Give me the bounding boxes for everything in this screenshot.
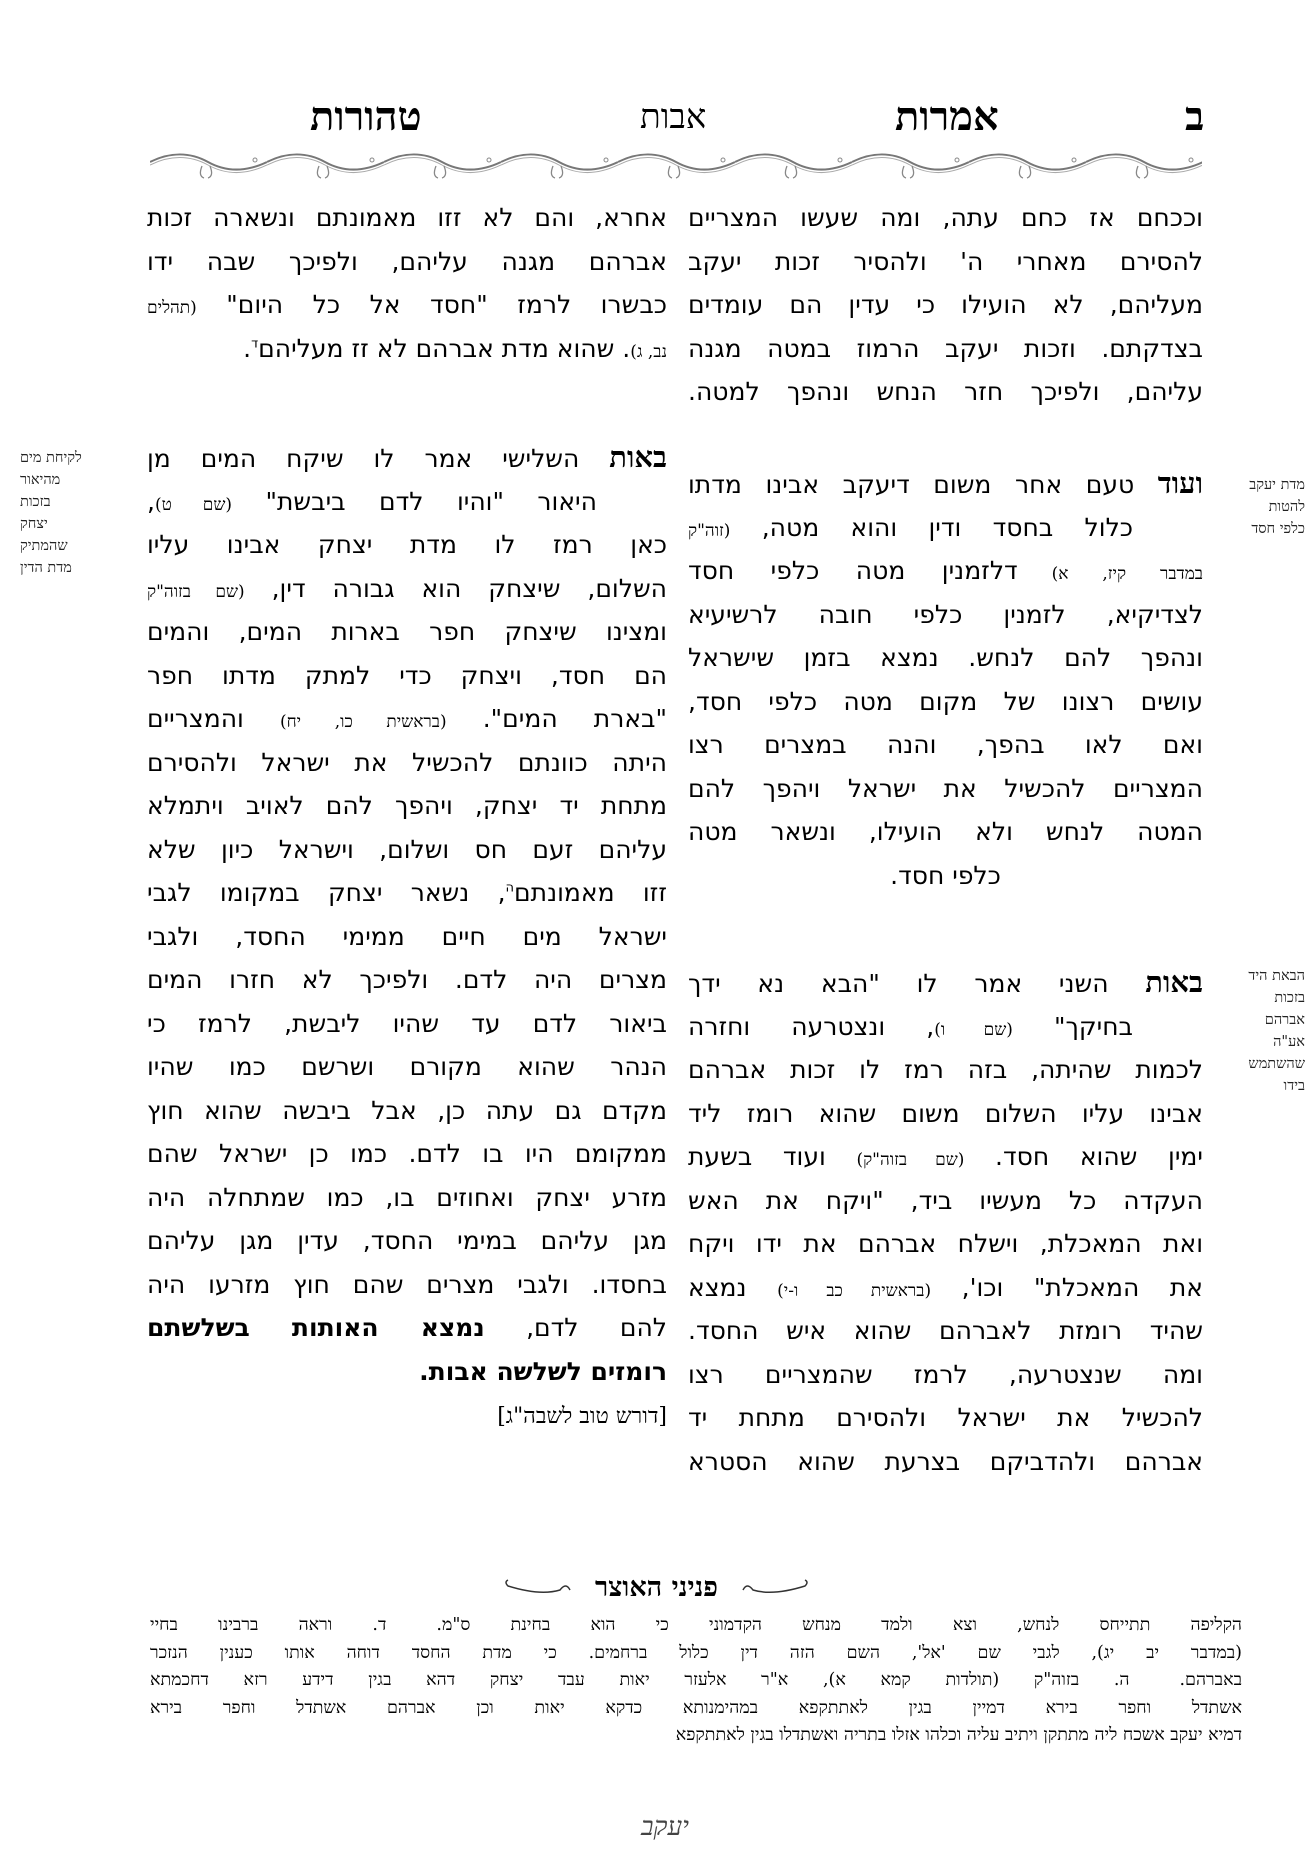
text-run: כאן רמז לו מדת יצחק אבינו עליו [147,530,667,559]
text-line [688,1135,1203,1179]
text-line [147,327,667,371]
text-run: המטה לנחש ולא הועילו, ונשאר מטה [688,817,1203,846]
text-run: , ונצטרעה וחזרה [688,1011,935,1041]
text-run: כלפי חסד. [890,860,1001,890]
printer-signature: יעקב [641,1812,689,1842]
margin-note-line: מהיאור [20,472,61,488]
text-run: ישראל מים חיים ממימי החסד, ולגבי [147,921,667,951]
swirl-ornament-icon [739,1578,809,1598]
text-line [688,1048,1203,1092]
text-line [688,196,1203,240]
text-run: את המאכלת" וכו', [931,1272,1203,1302]
text-run: ביאור לדם עד שהיו ליבשת, לרמז כי [147,1008,667,1038]
text-run: אברהם מגנה עליהם, ולפיכך שבה ידו [147,246,667,276]
lead-word: באות [609,440,667,474]
text-run: מקדם גם עתה כן, אבל ביבשה שהוא חוץ [147,1095,667,1125]
text-run: השלום, שיצחק הוא גבורה דין, [244,573,667,603]
text-run: לכמות שהיתה, בזה רמז לו זכות אברהם [688,1055,1203,1084]
text-run: עושים רצונו של מקום מטה כלפי חסד, [688,686,1203,716]
text-run: לצדיקיא, לזמנין כלפי חובה לרשיעיא [688,599,1203,629]
text-run: ה. בזוה"ק (תולדות קמא א), א"ר אלעזר יאות עבד יצחק דהא בגין דידע רזא דחכמתא [150,1670,1130,1690]
text-run: ומה שנצטרעה, לרמז שהמצריים רצו [688,1359,1203,1389]
footnote-line [150,1695,1242,1723]
text-run: עליהם זעם חס ושלום, וישראל כיון שלא [147,834,667,864]
text-line [688,854,1203,898]
header-ornament [150,150,1202,184]
text-line [688,283,1203,327]
text-run: ומצינו שיצחק חפר בארות המים, והמים [147,617,667,646]
text-line [688,680,1203,724]
text-line [688,549,1203,593]
text-run: היתה כוונתם להכשיל את ישראל ולהסירם [147,747,667,777]
text-line [688,1005,1203,1049]
text-line [147,610,667,654]
text-line [147,1045,667,1089]
text-line [688,636,1203,680]
text-run: שהיד רומזת לאברהם שהוא איש החסד. [688,1316,1203,1345]
text-run: המצריים להכשיל את ישראל ויהפך להם [688,773,1203,803]
text-line [147,436,667,480]
margin-note-line: הבאת היד [1248,968,1305,984]
margin-note-line: בזכות [1274,990,1305,1006]
footnote-line [150,1667,1242,1695]
text-line [688,327,1203,371]
text-run: להם לדם, [484,1313,667,1342]
text-run: היאור "והיו לדם ביבשת" [232,486,597,516]
source-reference: (שם בזוה"ק) [856,1150,965,1170]
margin-note-line: בזכות [20,494,51,510]
text-run: נמצא [688,1272,778,1302]
footnote-line [150,1640,1242,1668]
text-run: להכשיל את ישראל ולהסירם מתחת יד [688,1403,1203,1432]
text-line [688,1309,1203,1353]
text-line [147,523,667,567]
margin-note-line: אע"ה [1273,1034,1305,1050]
text-run: וככחם אז כחם עתה, ומה שעשו המצריים [688,203,1203,232]
paragraph [147,436,667,1437]
text-line [147,1219,667,1263]
text-line [688,370,1203,414]
text-run: מצרים היה לדם. ולפיכך לא חזרו המים [147,965,667,994]
text-line [147,741,667,785]
margin-note-line: להטות [1268,499,1305,515]
text-line [688,1396,1203,1440]
text-line [147,1393,667,1437]
text-run: "בארת המים". [446,704,667,733]
margin-note-line: שהמתיק [20,538,68,554]
text-line [147,915,667,959]
margin-note-right-1 [1210,474,1305,540]
text-run: . שהוא מדת אברהם לא זז מעליהם [258,333,631,363]
source-reference: (זוה"ק [688,520,731,541]
text-line [688,1440,1203,1484]
paragraph [688,462,1203,897]
text-line [147,240,667,284]
text-run: כבשרו לרמז "חסד אל כל היום" [196,290,667,319]
text-run: נמצא האותות בשלשתם [147,1313,485,1342]
text-line [688,961,1203,1005]
text-run: והמצריים [147,704,280,733]
text-run: כלול בחסד ודין והוא מטה, [730,512,1133,542]
text-run: אשתדל וחפר בירא דמיין בגין לאתתקפא במהימנותא כדקא יאות וכן אברהם אשתדל וחפר בירא [150,1697,1242,1718]
text-run: מעליהם, לא הועילו כי עדין הם עומדים [688,290,1203,319]
source-reference: (בראשית כב ו-י) [777,1280,932,1301]
text-run: אברהם ולהדביקם בצרעת שהוא הסטרא [688,1446,1203,1476]
text-line [147,1306,667,1350]
text-run: , נשאר יצחק במקומו לגבי [147,878,506,907]
text-line [688,723,1203,767]
text-line [147,1002,667,1046]
text-line [147,196,667,240]
text-line [688,767,1203,811]
text-run: עליהם, ולפיכך חזר הנחש ונהפך למטה. [688,377,1203,406]
text-line [147,1263,667,1307]
text-run: . [243,333,252,363]
text-run: אבינו עליו השלום משום שהוא רומז ליד [688,1098,1203,1128]
text-run: (במדבר יב יג), לגבי שם 'אל', השם הזה דין כלול ברחמים. כי מדת החסד דוחה אותו כענין הנזכר [150,1642,1242,1663]
text-line [147,283,667,327]
margin-note-left-1 [20,447,138,579]
lead-word: באות [1145,965,1203,999]
source-reference: (תהלים [147,298,197,318]
text-run: אחרא, והם לא זזו מאמונתם ונשארה זכות [147,203,667,232]
running-title-center: אבות [640,97,707,137]
margin-note-line: יצחק [20,516,48,532]
footnote-line [150,1722,1242,1750]
lead-word: ועוד [1157,466,1203,500]
text-run: טעם אחר משום דיעקב אבינו מדתו [688,470,1158,499]
source-reference: במדבר קיז, א) [1017,564,1203,584]
swirl-ornament-icon [504,1578,574,1598]
text-run: הם חסד, ויצחק כדי למתק מדתו חפר [147,660,667,690]
text-run: ימין שהוא חסד. [964,1142,1204,1171]
paragraph [147,196,667,370]
text-run: להסירם מאחרי ה' ולהסיר זכות יעקב [688,246,1203,276]
margin-note-line: כלפי חסד [1251,521,1305,537]
margin-note-line: מדת יעקב [1249,477,1305,493]
text-run: הקליפה תתייחס לנחש, וצא ולמד מנחש הקדמוני כי הוא בחינת ס"מ. [436,1615,1243,1635]
margin-note-line: אברהם [1264,1012,1305,1028]
source-reference: (בראשית כו, יח) [279,712,447,732]
text-line [147,1089,667,1133]
text-run: , [147,486,155,516]
text-run: השני אמר לו "הבא נא ידך [688,969,1146,998]
text-line [688,1353,1203,1397]
text-run: ועוד בשעת [688,1142,857,1171]
text-line [688,506,1203,550]
text-line [147,871,667,915]
source-reference: (שם ו) [934,1019,1013,1040]
text-run: השלישי אמר לו שיקח המים מן [147,444,610,473]
text-run: העקדה כל מעשיו ביד, "ויקח את האש [688,1185,1203,1215]
margin-note-line: שהשתמש [1248,1056,1305,1072]
text-line [147,1176,667,1220]
text-line [147,654,667,698]
text-line [688,1266,1203,1310]
text-run: זזו מאמונתם [514,878,667,907]
paragraph [688,961,1203,1483]
footnotes-title: פניני האוצר [595,1572,718,1603]
source-reference: (שם בזוה"ק [147,581,245,602]
text-run: בחיקך" [1012,1011,1133,1041]
source-citation: [דורש טוב לשבה"ג] [497,1404,667,1429]
text-run: בחסדו. ולגבי מצרים שהם חוץ מזרעו היה [147,1269,667,1299]
text-run: מתחת יד יצחק, ויהפך להם לאויב ויתמלא [147,791,667,820]
text-line [147,784,667,828]
footnote-line [150,1612,1242,1640]
margin-note-line: לקיחת מים [20,450,82,466]
text-run: בצדקתם. וזכות יעקב הרמוז במטה מגנה [688,333,1203,363]
footnotes [150,1612,1242,1750]
text-line [147,567,667,611]
margin-note-line: בידו [1283,1078,1305,1094]
text-line [147,1350,667,1394]
text-run: ד. וראה ברבינו בחיי [150,1615,387,1635]
text-run: ממקומם היו בו לדם. כמו כן ישראל שהם [147,1139,667,1168]
text-line [147,697,667,741]
text-run: דמיא יעקב אשכח ליה מתתקן ויתיב עליה וכלהו אזלו בתריה ואשתדלו בגין לאתתקפא [675,1725,1242,1745]
text-line [688,1222,1203,1266]
running-title-right: אמרות [895,93,999,140]
text-run: הנהר שהוא מקורם ושרשם כמו שהיו [147,1052,667,1081]
page-number: ב [1185,93,1205,140]
footnote-marker[interactable]: ד [251,336,259,352]
footnotes-heading [0,1572,1313,1603]
text-line [147,828,667,872]
text-run: ואת המאכלת, וישלח אברהם את ידו ויקח [688,1229,1203,1258]
text-run: ונהפך להם לנחש. נמצא בזמן שישראל [688,643,1203,672]
text-run: מזרע יצחק ואחוזים בו, כמו שמתחלה היה [147,1182,667,1212]
text-run: דלזמנין מטה כלפי חסד [688,556,1018,585]
text-line [688,593,1203,637]
source-reference: נב, ג) [630,341,667,362]
text-line [688,810,1203,854]
text-run: מגן עליהם במימי החסד, עדין מגן עליהם [147,1226,667,1255]
text-line [688,240,1203,284]
margin-note-right-2 [1210,965,1305,1097]
text-line [147,1132,667,1176]
text-line [688,1092,1203,1136]
text-line [147,480,667,524]
margin-note-line: מדת הדין [20,560,72,576]
text-line [688,1179,1203,1223]
text-line [688,462,1203,506]
footnote-marker[interactable]: ה [505,880,515,896]
text-run: רומזים לשלשה אבות. [419,1356,667,1386]
paragraph [688,196,1203,414]
source-reference: (שם ט) [154,494,233,515]
text-run: באברהם. [1179,1670,1242,1690]
running-title-left: טהורות [310,93,422,140]
text-line [147,958,667,1002]
text-run: ואם לאו בהפך, והנה במצרים רצו [688,730,1203,759]
